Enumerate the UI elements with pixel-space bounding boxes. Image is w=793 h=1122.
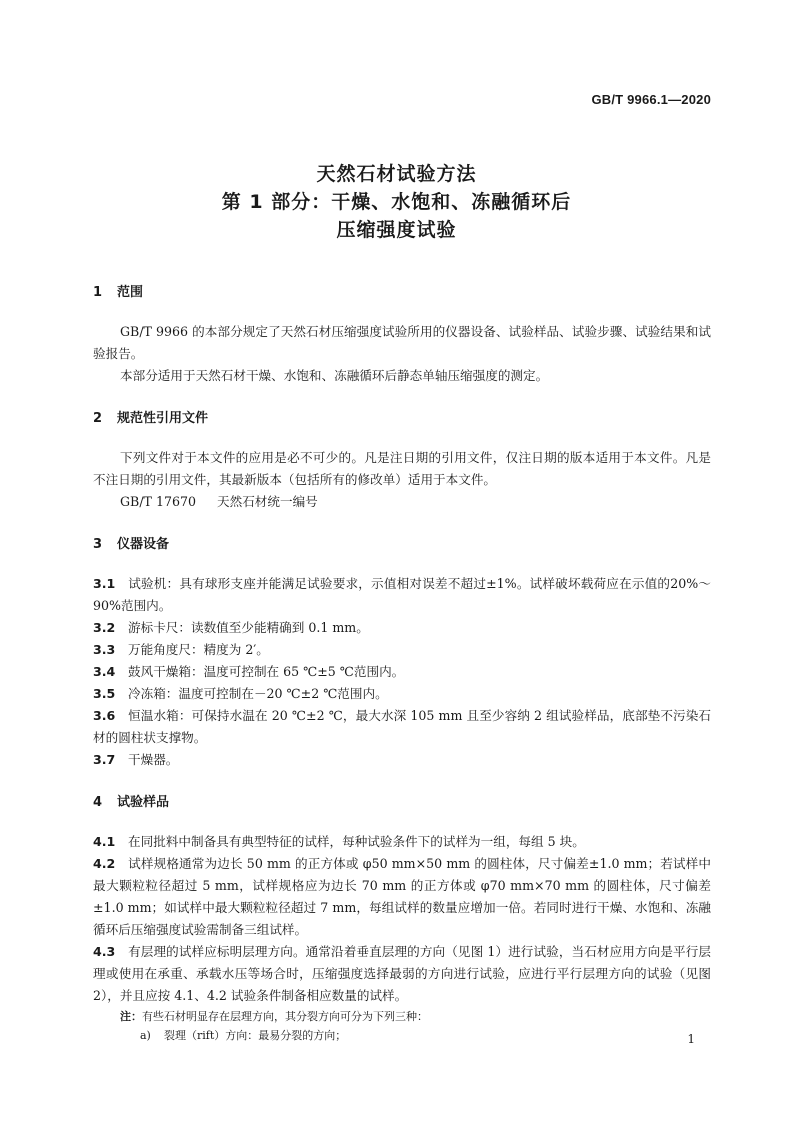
reference-title: 天然石材统一编号 <box>217 494 318 509</box>
clause-text: 游标卡尺：读数值至少能精确到 0.1 mm。 <box>128 620 369 635</box>
clause-3-7 <box>93 749 711 771</box>
section-3-heading <box>93 535 711 555</box>
section-number: 3 <box>93 537 103 552</box>
clause-text: 干燥器。 <box>128 752 179 767</box>
title-line-2: 第 1 部分：干燥、水饱和、冻融循环后 <box>221 191 572 213</box>
standard-code: GB/T 9966.1—2020 <box>591 92 711 107</box>
note-text: 有些石材明显存在层理方向，其分裂方向可分为下列三种： <box>142 1010 428 1023</box>
document-body <box>93 283 711 1045</box>
section-number: 4 <box>93 795 103 810</box>
note-label: 注： <box>120 1010 142 1023</box>
list-item <box>93 1026 711 1045</box>
paragraph: 本部分适用于天然石材干燥、水饱和、冻融循环后静态单轴压缩强度的测定。 <box>120 368 549 383</box>
section-2-heading <box>93 409 711 429</box>
clause-number: 4.3 <box>93 944 116 959</box>
section-4-heading <box>93 793 711 813</box>
clause-text: 冷冻箱：温度可控制在－20 ℃±2 ℃范围内。 <box>128 686 388 701</box>
section-title: 范围 <box>117 285 144 300</box>
clause-text: 在同批料中制备具有典型特征的试样，每种试验条件下的试样为一组，每组 5 块。 <box>128 834 585 849</box>
clause-text: 试样规格通常为边长 50 mm 的正方体或 φ50 mm×50 mm 的圆柱体，尺寸偏差±1.0 mm；若试样中最大颗粒粒径超过 5 mm，试样规格应为边长 70 mm 的正方体或 φ70 mm×70 mm 的圆柱体，尺寸偏差±1.0 mm；如试样中最大颗粒粒径超过 7 mm，每组试样的数量应增加一倍。若同时进行干燥、水饱和、冻融循环后压缩强度试验需制备三组试样。 <box>93 856 711 937</box>
clause-3-4 <box>93 661 711 683</box>
clause-3-2 <box>93 617 711 639</box>
clause-3-1 <box>93 573 711 617</box>
clause-text: 万能角度尺：精度为 2′。 <box>128 642 269 657</box>
clause-number: 3.3 <box>93 642 116 657</box>
title-line-1: 天然石材试验方法 <box>316 163 477 185</box>
clause-3-6 <box>93 705 711 749</box>
title-line-3: 压缩强度试验 <box>336 219 457 241</box>
clause-number: 4.1 <box>93 834 116 849</box>
clause-text: 鼓风干燥箱：温度可控制在 65 ℃±5 ℃范围内。 <box>128 664 405 679</box>
list-marker: a) <box>140 1029 151 1042</box>
clause-4-1 <box>93 831 711 853</box>
clause-text: 试验机：具有球形支座并能满足试验要求，示值相对误差不超过±1%。试样破坏载荷应在示值的20%～90%范围内。 <box>93 576 711 613</box>
clause-number: 3.4 <box>93 664 116 679</box>
section-title: 试验样品 <box>117 795 170 810</box>
section-1-heading <box>93 283 711 303</box>
clause-4-3 <box>93 941 711 1007</box>
reference-code: GB/T 17670 <box>120 494 197 509</box>
list-item-text: 裂理（rift）方向：最易分裂的方向； <box>164 1029 347 1042</box>
clause-3-3 <box>93 639 711 661</box>
section-number: 2 <box>93 411 103 426</box>
clause-number: 3.5 <box>93 686 116 701</box>
clause-text: 有层理的试样应标明层理方向。通常沿着垂直层理的方向（见图 1）进行试验，当石材应用方向是平行层理或使用在承重、承载水压等场合时，压缩强度选择最弱的方向进行试验，应进行平行层理方向的试验（见图 2），并且应按 4.1、4.2 试验条件制备相应数量的试样。 <box>93 944 711 1003</box>
page-number: 1 <box>687 1032 695 1046</box>
clause-3-5 <box>93 683 711 705</box>
clause-number: 3.6 <box>93 708 116 723</box>
section-title: 规范性引用文件 <box>117 411 209 426</box>
clause-number: 3.7 <box>93 752 116 767</box>
section-number: 1 <box>93 285 103 300</box>
clause-number: 3.1 <box>93 576 116 591</box>
clause-4-2 <box>93 853 711 941</box>
clause-text: 恒温水箱：可保持水温在 20 ℃±2 ℃，最大水深 105 mm 且至少容纳 2 组试验样品，底部垫不污染石材的圆柱状支撑物。 <box>93 708 711 745</box>
clause-number: 3.2 <box>93 620 116 635</box>
clause-number: 4.2 <box>93 856 116 871</box>
document-title <box>0 160 793 244</box>
section-title: 仪器设备 <box>117 537 170 552</box>
paragraph: 下列文件对于本文件的应用是必不可少的。凡是注日期的引用文件，仅注日期的版本适用于本文件。凡是不注日期的引用文件，其最新版本（包括所有的修改单）适用于本文件。 <box>93 450 711 487</box>
paragraph: GB/T 9966 的本部分规定了天然石材压缩强度试验所用的仪器设备、试验样品、试验步骤、试验结果和试验报告。 <box>93 324 711 361</box>
note <box>93 1007 711 1026</box>
normative-reference <box>93 491 711 513</box>
